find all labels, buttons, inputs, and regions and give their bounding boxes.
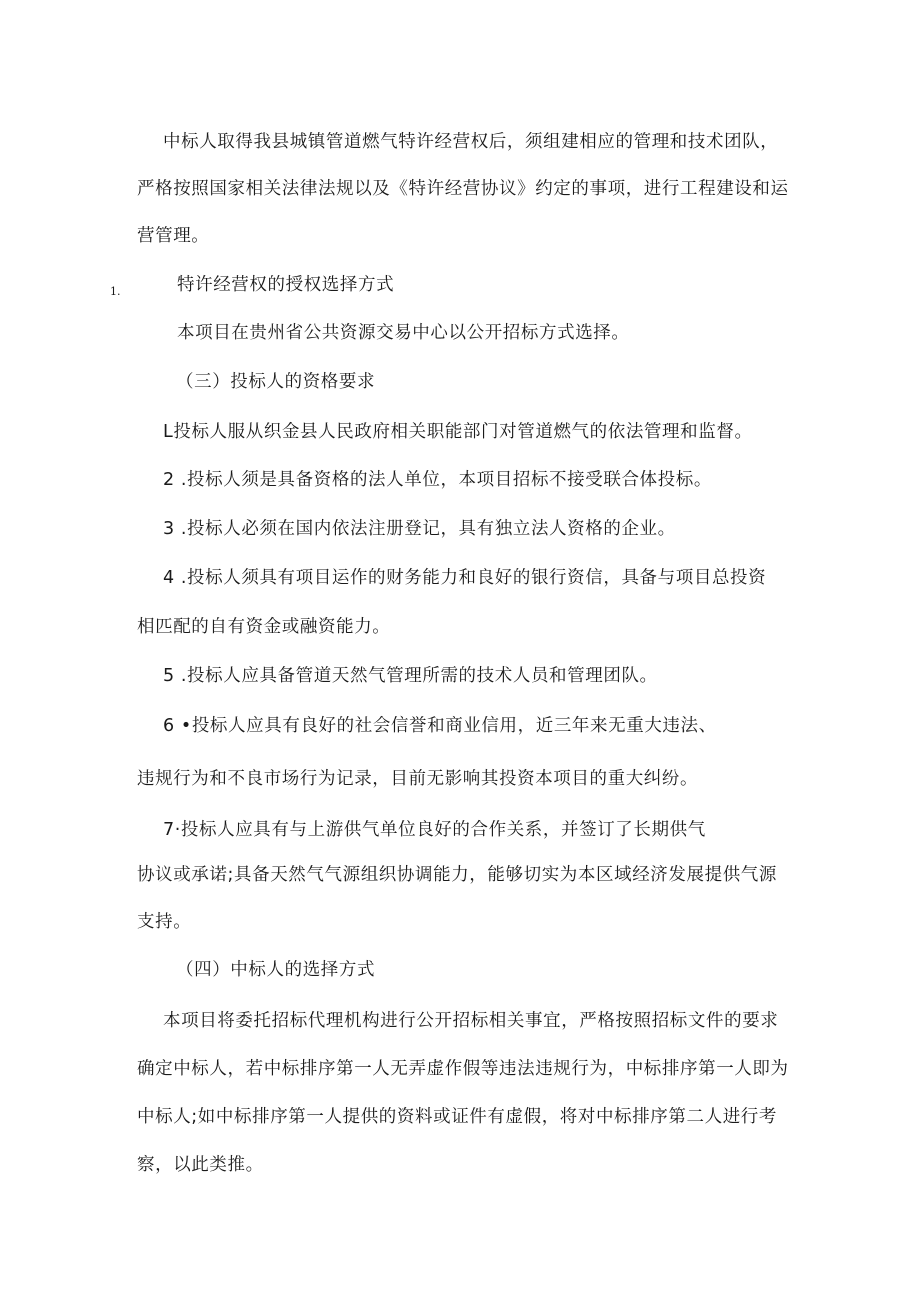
requirement-item: 7·投标人应具有与上游供气单位良好的合作关系，并签订了长期供气 [163,820,706,840]
paragraph-line: 严格按照国家相关法律法规以及《特许经营协议》约定的事项，进行工程建设和运 [137,179,789,199]
requirement-item: 协议或承诺;具备天然气气源组织协调能力，能够切实为本区域经济发展提供气源 [137,865,777,885]
section-heading: （四）中标人的选择方式 [176,960,376,980]
paragraph-line: 中标人;如中标排序第一人提供的资料或证件有虚假，将对中标排序第二人进行考 [137,1107,777,1127]
requirement-item: 3 .投标人必须在国内依法注册登记，具有独立法人资格的企业。 [163,519,676,539]
requirement-item: L投标人服从织金县人民政府相关职能部门对管道燃气的依法管理和监督。 [163,422,753,442]
requirement-item: 4 .投标人须具有项目运作的财务能力和良好的银行资信，具备与项目总投资 [163,568,767,588]
paragraph-line: 本项目将委托招标代理机构进行公开招标相关事宜，严格按照招标文件的要求 [163,1011,779,1031]
paragraph-line: 本项目在贵州省公共资源交易中心以公开招标方式选择。 [177,323,630,343]
requirement-item: 相匹配的自有资金或融资能力。 [137,617,391,637]
requirement-item: 支持。 [137,912,192,932]
requirement-item: 6 •投标人应具有良好的社会信誉和商业信用，近三年来无重大违法、 [163,716,717,736]
requirement-item: 2 .投标人须是具备资格的法人单位，本项目招标不接受联合体投标。 [163,470,712,490]
paragraph-line: 营管理。 [137,226,210,246]
item-heading: 特许经营权的授权选择方式 [177,275,395,295]
requirement-item: 违规行为和不良市场行为记录，目前无影响其投资本项目的重大纠纷。 [137,769,699,789]
paragraph-line: 中标人取得我县城镇管道燃气特许经营权后，须组建相应的管理和技术团队， [163,132,779,152]
paragraph-line: 察，以此类推。 [137,1155,264,1175]
list-marker: 1. [110,285,121,298]
requirement-item: 5 .投标人应具备管道天然气管理所需的技术人员和管理团队。 [163,666,658,686]
paragraph-line: 确定中标人，若中标排序第一人无弄虚作假等违法违规行为，中标排序第一人即为 [137,1059,789,1079]
section-heading: （三）投标人的资格要求 [176,372,376,392]
